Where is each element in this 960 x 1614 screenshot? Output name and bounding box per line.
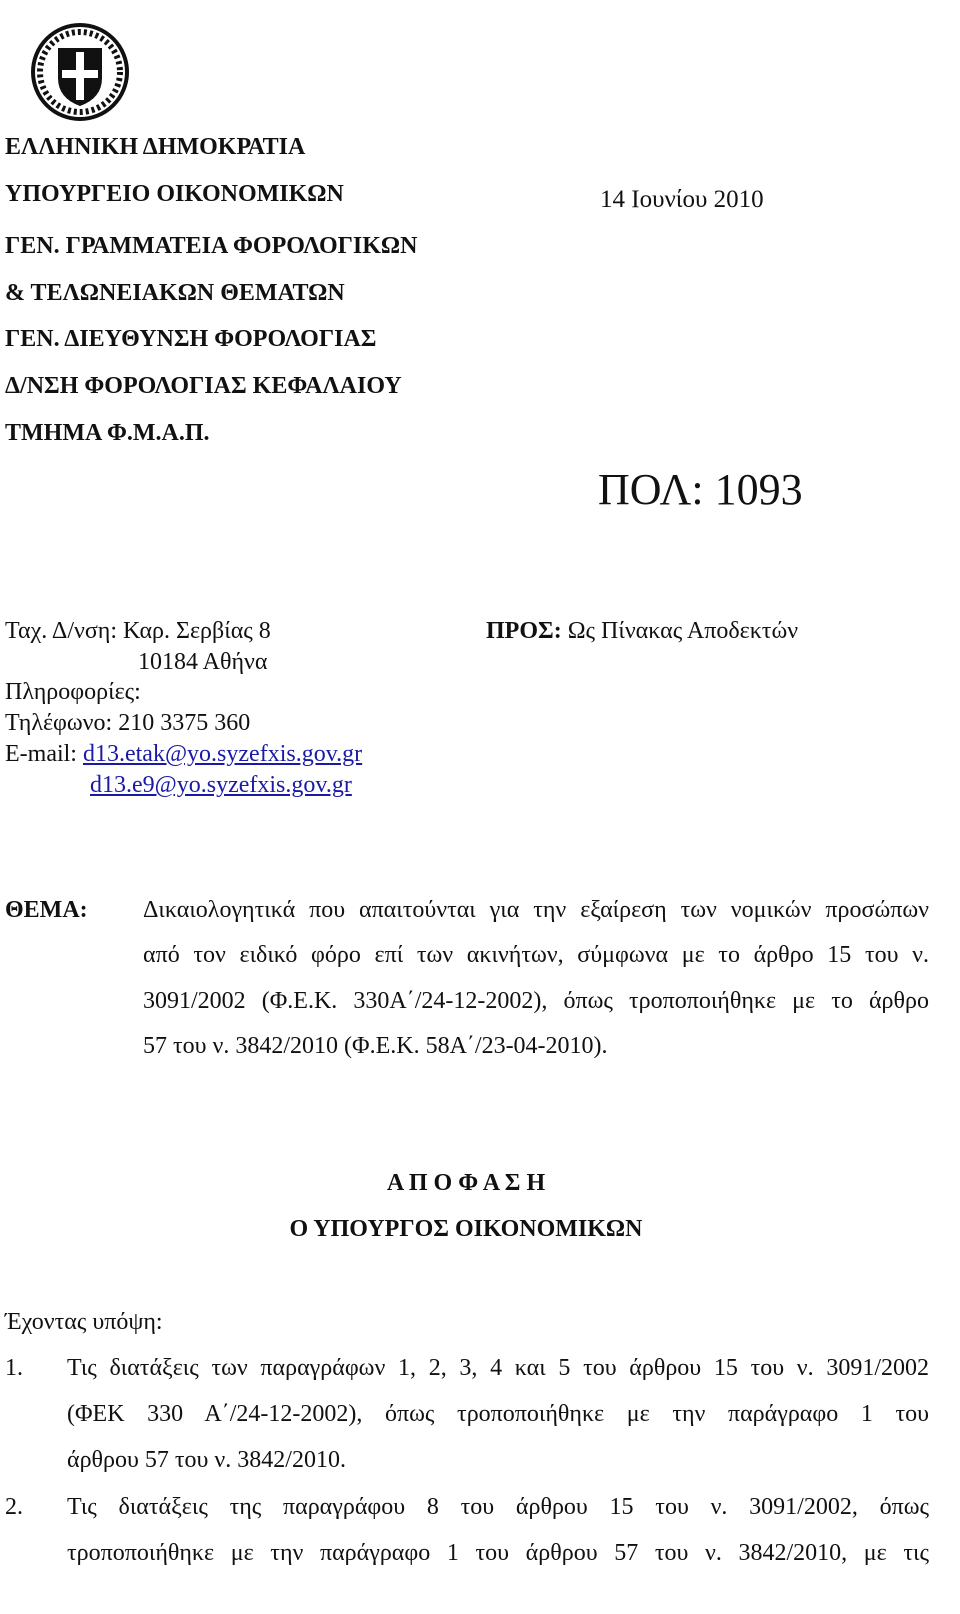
item-2-line-1: Τις διατάξεις της παραγράφου 8 του άρθρου 15 του ν. 3091/2002, όπως [67, 1494, 929, 1520]
org-line-7: ΤΜΗΜΑ Φ.Μ.Α.Π. [5, 420, 210, 446]
org-line-1: ΕΛΛΗΝΙΚΗ ΔΗΜΟΚΡΑΤΙΑ [5, 134, 306, 160]
subject-line-3: 3091/2002 (Φ.Ε.Κ. 330Α΄/24-12-2002), όπως τροποποιήθηκε με το άρθρο [143, 988, 929, 1014]
subject-label: ΘΕΜΑ: [5, 897, 88, 923]
pol-number: ΠΟΛ: 1093 [598, 465, 803, 514]
subject-line-2: από τον ειδικό φόρο επί των ακινήτων, σύμφωνα με το άρθρο 15 του ν. [143, 942, 929, 968]
decision-subtitle: Ο ΥΠΟΥΡΓΟΣ ΟΙΚΟΝΟΜΙΚΩΝ [289, 1216, 643, 1242]
email-link-1[interactable]: d13.etak@yo.syzefxis.gov.gr [82, 741, 363, 767]
org-line-5: ΓΕΝ. ΔΙΕΥΘΥΝΣΗ ΦΟΡΟΛΟΓΙΑΣ [5, 326, 377, 352]
coat-of-arms-icon [28, 20, 132, 124]
org-line-6: Δ/ΝΣΗ ΦΟΡΟΛΟΓΙΑΣ ΚΕΦΑΛΑΙΟΥ [5, 373, 402, 399]
info-label: Πληροφορίες: [5, 679, 141, 705]
item-2-line-2: τροποποιήθηκε με την παράγραφο 1 του άρθρου 57 του ν. 3842/2010, με τις [67, 1540, 929, 1566]
org-line-3: ΓΕΝ. ΓΡΑΜΜΑΤΕΙΑ ΦΟΡΟΛΟΓΙΚΩΝ [5, 233, 418, 259]
city-line: 10184 Αθήνα [138, 649, 268, 675]
body-intro: Έχοντας υπόψη: [5, 1309, 163, 1335]
item-2-number: 2. [5, 1494, 23, 1520]
recipient-value: Ως Πίνακας Αποδεκτών [567, 618, 799, 644]
email-link-2[interactable]: d13.e9@yo.syzefxis.gov.gr [90, 772, 352, 798]
decision-title: Α Π Ο Φ Α Σ Η [386, 1170, 546, 1196]
document-date: 14 Ιουνίου 2010 [600, 186, 764, 213]
phone-line: Τηλέφωνο: 210 3375 360 [5, 710, 251, 736]
item-1-line-2: (ΦΕΚ 330 Α΄/24-12-2002), όπως τροποποιήθηκε με την παράγραφο 1 του [67, 1401, 929, 1427]
recipient-label: ΠΡΟΣ: [486, 618, 562, 644]
org-line-4: & ΤΕΛΩΝΕΙΑΚΩΝ ΘΕΜΑΤΩΝ [5, 280, 345, 306]
item-1-line-1: Τις διατάξεις των παραγράφων 1, 2, 3, 4 και 5 του άρθρου 15 του ν. 3091/2002 [67, 1355, 929, 1381]
address-line: Ταχ. Δ/νση: Καρ. Σερβίας 8 [5, 618, 271, 644]
email-line [5, 741, 362, 768]
item-1-line-3: άρθρου 57 του ν. 3842/2010. [67, 1447, 346, 1473]
item-1-number: 1. [5, 1355, 23, 1381]
subject-line-1: Δικαιολογητικά που απαιτούνται για την εξαίρεση των νομικών προσώπων [143, 897, 929, 923]
subject-line-4: 57 του ν. 3842/2010 (Φ.Ε.Κ. 58Α΄/23-04-2010). [143, 1033, 608, 1059]
org-line-2: ΥΠΟΥΡΓΕΙΟ ΟΙΚΟΝΟΜΙΚΩΝ [5, 181, 344, 207]
recipient [486, 618, 798, 645]
email-label: E-mail: [5, 741, 77, 767]
